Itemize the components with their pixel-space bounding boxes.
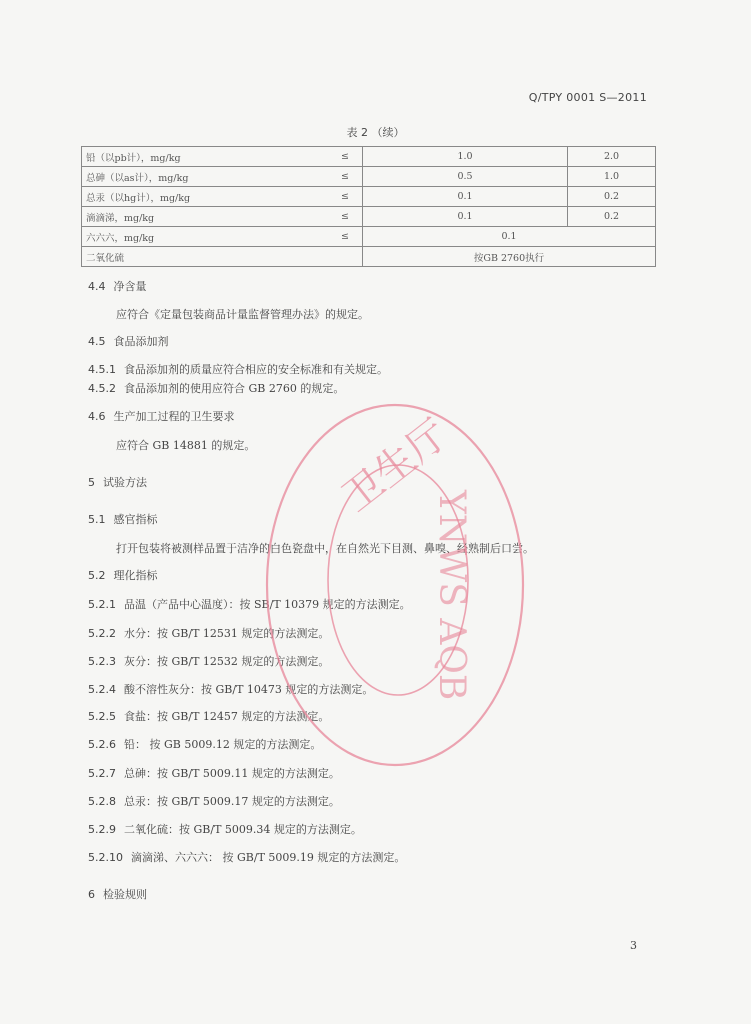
clause-4-5-2: 4.5.2 食品添加剂的使用应符合 GB 2760 的规定。 xyxy=(88,382,345,395)
spec-table xyxy=(81,146,656,267)
table-row xyxy=(82,187,656,207)
cell-item-name: 六六六，mg/kg xyxy=(82,227,329,247)
cell-limit-merged: 按GB 2760执行 xyxy=(363,247,656,267)
cell-item-name: 总汞（以hg计），mg/kg xyxy=(82,187,329,207)
cell-limit-2: 2.0 xyxy=(568,147,656,167)
cell-limit-2: 0.2 xyxy=(568,207,656,227)
section-4-4-text: 应符合《定量包装商品计量监督管理办法》的规定。 xyxy=(116,308,369,321)
section-5-1: 5.1 感官指标 xyxy=(88,513,158,526)
cell-limit-1: 0.1 xyxy=(363,207,568,227)
cell-limit-2: 1.0 xyxy=(568,167,656,187)
cell-limit-2: 0.2 xyxy=(568,187,656,207)
clause-5-2-6: 5.2.6 铅： 按 GB 5009.12 规定的方法测定。 xyxy=(88,738,322,751)
cell-operator: ≤ xyxy=(328,167,363,187)
clause-4-5-1: 4.5.1 食品添加剂的质量应符合相应的安全标准和有关规定。 xyxy=(88,363,388,376)
table-row xyxy=(82,167,656,187)
cell-operator: ≤ xyxy=(328,187,363,207)
clause-5-2-8: 5.2.8 总汞：按 GB/T 5009.17 规定的方法测定。 xyxy=(88,795,340,808)
clause-5-2-3: 5.2.3 灰分：按 GB/T 12532 规定的方法测定。 xyxy=(88,655,330,668)
cell-limit-merged: 0.1 xyxy=(363,227,656,247)
table-row xyxy=(82,147,656,167)
table-row xyxy=(82,207,656,227)
clause-5-2-1: 5.2.1 品温（产品中心温度）：按 SB/T 10379 规定的方法测定。 xyxy=(88,598,411,611)
cell-limit-1: 0.1 xyxy=(363,187,568,207)
table-title: 表 2 （续） xyxy=(346,126,405,139)
section-4-5: 4.5 食品添加剂 xyxy=(88,335,169,348)
cell-item-name: 铅（以pb计），mg/kg xyxy=(82,147,329,167)
cell-item-name: 二氧化硫 xyxy=(82,247,329,267)
page-number: 3 xyxy=(630,939,637,952)
cell-operator: ≤ xyxy=(328,207,363,227)
seal-text-top: 卫生厅 xyxy=(334,411,458,522)
cell-limit-1: 1.0 xyxy=(363,147,568,167)
cell-item-name: 总砷（以as计），mg/kg xyxy=(82,167,329,187)
cell-operator xyxy=(328,247,363,267)
section-4-4: 4.4 净含量 xyxy=(88,280,147,293)
section-4-6: 4.6 生产加工过程的卫生要求 xyxy=(88,410,235,423)
section-5-2: 5.2 理化指标 xyxy=(88,569,158,582)
clause-5-2-9: 5.2.9 二氧化硫：按 GB/T 5009.34 规定的方法测定。 xyxy=(88,823,362,836)
cell-operator: ≤ xyxy=(328,147,363,167)
section-6: 6 检验规则 xyxy=(88,888,147,901)
section-5-1-text: 打开包装将被测样品置于洁净的白色瓷盘中，在自然光下目测、鼻嗅、经熟制后口尝。 xyxy=(116,542,534,555)
cell-item-name: 滴滴涕，mg/kg xyxy=(82,207,329,227)
table-row xyxy=(82,227,656,247)
clause-5-2-2: 5.2.2 水分：按 GB/T 12531 规定的方法测定。 xyxy=(88,627,330,640)
clause-5-2-10: 5.2.10 滴滴涕、六六六： 按 GB/T 5009.19 规定的方法测定。 xyxy=(88,851,406,864)
section-4-6-text: 应符合 GB 14881 的规定。 xyxy=(116,439,256,452)
seal-text-side: YNWS AQB xyxy=(431,490,472,701)
section-5: 5 试验方法 xyxy=(88,476,147,489)
clause-5-2-5: 5.2.5 食盐：按 GB/T 12457 规定的方法测定。 xyxy=(88,710,330,723)
clause-5-2-4: 5.2.4 酸不溶性灰分：按 GB/T 10473 规定的方法测定。 xyxy=(88,683,374,696)
cell-limit-1: 0.5 xyxy=(363,167,568,187)
clause-5-2-7: 5.2.7 总砷：按 GB/T 5009.11 规定的方法测定。 xyxy=(88,767,340,780)
table-row xyxy=(82,247,656,267)
cell-operator: ≤ xyxy=(328,227,363,247)
standard-number: Q/TPY 0001 S—2011 xyxy=(528,91,647,104)
